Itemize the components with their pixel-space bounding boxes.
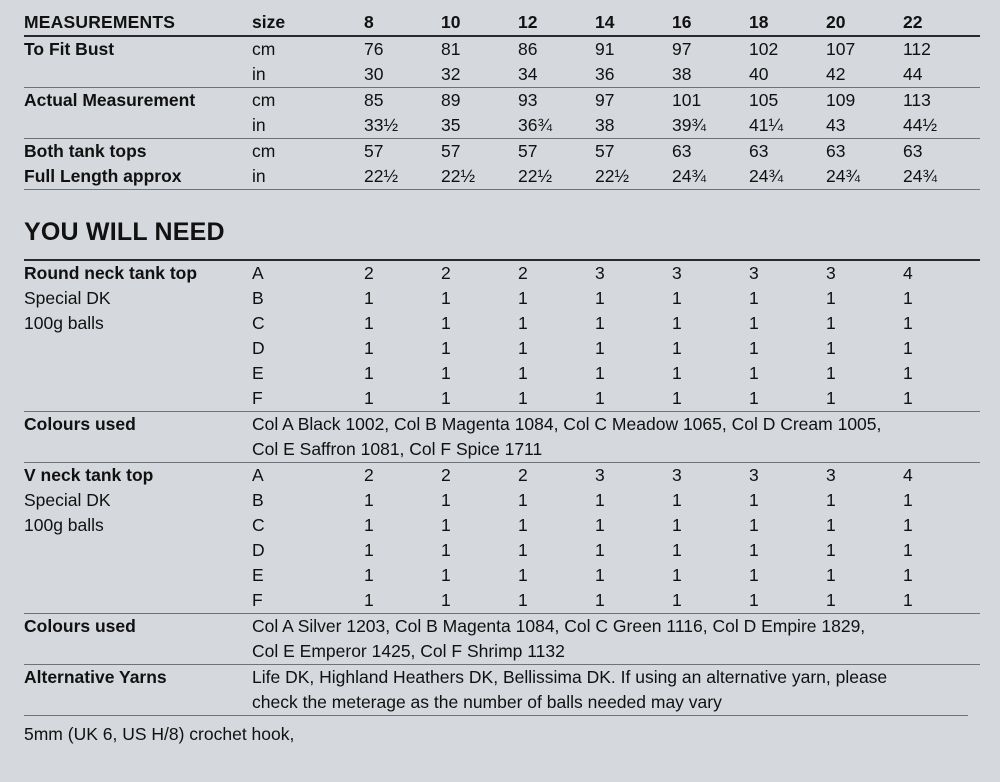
colours-label: [24, 639, 252, 665]
table-row: [24, 62, 980, 88]
cell: 44: [903, 64, 923, 84]
cell: 1: [441, 565, 451, 585]
cell: 1: [441, 490, 451, 510]
cell: 1: [441, 515, 451, 535]
cell: 86: [518, 36, 595, 62]
measurements-title: MEASUREMENTS: [24, 12, 176, 32]
cell: 1: [749, 540, 759, 560]
cell: 44½: [903, 115, 938, 135]
colours-text-line: Col E Saffron 1081, Col F Spice 1711: [252, 439, 543, 459]
cell: 38: [672, 64, 692, 84]
table-row: [24, 386, 980, 412]
block-label: V neck tank top: [24, 463, 252, 489]
block-label: [24, 386, 252, 412]
yarn-letter: F: [252, 388, 263, 408]
table-row: [24, 588, 980, 614]
cell: 43: [826, 115, 846, 135]
cell: 1: [826, 388, 836, 408]
colours-row: [24, 639, 980, 665]
cell: 1: [903, 288, 913, 308]
table-row: [24, 88, 980, 114]
cell: 2: [441, 260, 518, 286]
cell: 1: [595, 490, 605, 510]
cell: 1: [518, 288, 528, 308]
block-label: 100g balls: [24, 313, 104, 333]
cell: 1: [672, 338, 682, 358]
cell: 1: [595, 388, 605, 408]
cell: 102: [749, 36, 826, 62]
block-label: Round neck tank top: [24, 260, 252, 286]
cell: 81: [441, 36, 518, 62]
colours-row: [24, 614, 980, 640]
cell: 1: [672, 590, 682, 610]
alternative-yarns-label: Alternative Yarns: [24, 665, 252, 691]
cell: 1: [672, 288, 682, 308]
yarn-letter: A: [252, 463, 364, 489]
cell: 1: [595, 288, 605, 308]
cell: 1: [518, 388, 528, 408]
cell: 2: [518, 260, 595, 286]
size-col-22: 22: [903, 12, 923, 32]
colours-label: Colours used: [24, 412, 252, 438]
cell: 1: [749, 313, 759, 333]
block-label: [24, 538, 252, 563]
cell: 1: [441, 313, 451, 333]
cell: 85: [364, 88, 441, 114]
cell: 1: [595, 590, 605, 610]
cell: 36¾: [518, 115, 553, 135]
cell: 1: [672, 363, 682, 383]
alternative-yarns-text-line: Life DK, Highland Heathers DK, Bellissima DK. If using an alternative yarn, please: [252, 665, 980, 691]
cell: 1: [441, 363, 451, 383]
cell: 1: [749, 490, 759, 510]
table-row: [24, 463, 980, 489]
cell: 97: [595, 88, 672, 114]
table-row: [24, 488, 980, 513]
cell: 22½: [595, 166, 630, 186]
cell: 33½: [364, 115, 399, 135]
cell: 39¾: [672, 115, 707, 135]
cell: 1: [441, 288, 451, 308]
cell: 63: [903, 139, 980, 165]
you-will-need-title: YOU WILL NEED: [24, 218, 225, 246]
cell: 1: [441, 338, 451, 358]
cell: 89: [441, 88, 518, 114]
cell: 1: [364, 590, 374, 610]
cell: 1: [364, 540, 374, 560]
cell: 1: [364, 515, 374, 535]
cell: 24¾: [749, 166, 784, 186]
cell: 1: [518, 515, 528, 535]
row-unit: in: [252, 115, 266, 135]
cell: 40: [749, 64, 769, 84]
cell: 1: [903, 388, 913, 408]
cell: 24¾: [672, 166, 707, 186]
size-label: size: [252, 12, 286, 32]
yarn-letter: B: [252, 490, 264, 510]
cell: 1: [826, 565, 836, 585]
table-row: [24, 164, 980, 190]
cell: 1: [595, 313, 605, 333]
cell: 2: [441, 463, 518, 489]
row-unit: cm: [252, 139, 364, 165]
cell: 1: [903, 338, 913, 358]
alternative-yarns-row: [24, 690, 980, 715]
cell: 1: [826, 515, 836, 535]
cell: 3: [826, 260, 903, 286]
cell: 101: [672, 88, 749, 114]
row-unit: in: [252, 166, 266, 186]
cell: 113: [903, 88, 980, 114]
you-will-need-table: [24, 259, 980, 715]
cell: 36: [595, 64, 615, 84]
cell: 1: [749, 590, 759, 610]
colours-row: [24, 412, 980, 438]
measurements-bottom-rule: [24, 190, 980, 193]
cell: 1: [595, 515, 605, 535]
cell: 1: [749, 363, 759, 383]
cell: 1: [903, 590, 913, 610]
cell: 42: [826, 64, 846, 84]
cell: 1: [903, 363, 913, 383]
row-label: Both tank tops: [24, 139, 252, 165]
cell: 1: [672, 565, 682, 585]
cell: 1: [595, 363, 605, 383]
colours-label: Colours used: [24, 614, 252, 640]
cell: 34: [518, 64, 538, 84]
cell: 1: [364, 338, 374, 358]
cell: 22½: [441, 166, 476, 186]
cell: 1: [903, 313, 913, 333]
cell: 2: [364, 260, 441, 286]
cell: 35: [441, 115, 461, 135]
yarn-letter: E: [252, 565, 264, 585]
cell: 1: [903, 565, 913, 585]
colours-text-line: Col E Emperor 1425, Col F Shrimp 1132: [252, 641, 565, 661]
table-row: [24, 260, 980, 286]
block-label: [24, 588, 252, 614]
cell: 1: [826, 288, 836, 308]
cell: 1: [595, 565, 605, 585]
cell: 63: [826, 139, 903, 165]
size-col-10: 10: [441, 12, 461, 32]
row-label: Actual Measurement: [24, 88, 252, 114]
cell: 91: [595, 36, 672, 62]
cell: 105: [749, 88, 826, 114]
cell: 1: [364, 565, 374, 585]
cell: 24¾: [903, 166, 938, 186]
block-label: Special DK: [24, 288, 111, 308]
row-label: [24, 62, 252, 88]
cell: 76: [364, 36, 441, 62]
yarn-letter: D: [252, 540, 265, 560]
size-col-18: 18: [749, 12, 769, 32]
cell: 1: [518, 313, 528, 333]
block-label: Special DK: [24, 490, 111, 510]
cell: 63: [672, 139, 749, 165]
table-row: [24, 36, 980, 62]
yarn-letter: B: [252, 288, 264, 308]
alternative-yarns-label: [24, 690, 252, 715]
size-col-12: 12: [518, 12, 538, 32]
colours-text-line: Col A Black 1002, Col B Magenta 1084, Col C Meadow 1065, Col D Cream 1005,: [252, 412, 980, 438]
cell: 22½: [364, 166, 399, 186]
table-row: [24, 113, 980, 139]
cell: 57: [518, 139, 595, 165]
cell: 1: [672, 540, 682, 560]
cell: 3: [672, 463, 749, 489]
yarn-letter: F: [252, 590, 263, 610]
cell: 1: [749, 388, 759, 408]
cell: 1: [826, 590, 836, 610]
table-row: [24, 538, 980, 563]
cell: 57: [441, 139, 518, 165]
cell: 1: [903, 515, 913, 535]
cell: 3: [826, 463, 903, 489]
cell: 1: [595, 540, 605, 560]
cell: 4: [903, 260, 980, 286]
alternative-yarns-text-line: check the meterage as the number of balls needed may vary: [252, 692, 722, 712]
size-col-8: 8: [364, 12, 374, 32]
cell: 1: [672, 490, 682, 510]
table-row: [24, 513, 980, 538]
cell: 97: [672, 36, 749, 62]
block-label: 100g balls: [24, 515, 104, 535]
size-col-16: 16: [672, 12, 692, 32]
cell: 57: [595, 139, 672, 165]
cell: 1: [441, 540, 451, 560]
cell: 1: [672, 313, 682, 333]
cell: 107: [826, 36, 903, 62]
row-unit: in: [252, 64, 266, 84]
table-row: [24, 336, 980, 361]
cell: 2: [518, 463, 595, 489]
cell: 63: [749, 139, 826, 165]
row-label: [24, 113, 252, 139]
size-col-20: 20: [826, 12, 846, 32]
colours-row: [24, 437, 980, 463]
cell: 93: [518, 88, 595, 114]
cell: 1: [749, 288, 759, 308]
cell: 1: [826, 540, 836, 560]
block-label: [24, 336, 252, 361]
yarn-letter: A: [252, 260, 364, 286]
table-row: [24, 286, 980, 311]
yarn-letter: C: [252, 313, 265, 333]
yarn-letter: D: [252, 338, 265, 358]
row-unit: cm: [252, 36, 364, 62]
cell: 1: [364, 288, 374, 308]
cell: 109: [826, 88, 903, 114]
cell: 4: [903, 463, 980, 489]
cell: 1: [518, 363, 528, 383]
cell: 3: [672, 260, 749, 286]
row-label: To Fit Bust: [24, 36, 252, 62]
cell: 3: [749, 463, 826, 489]
size-col-14: 14: [595, 12, 615, 32]
cell: 3: [595, 260, 672, 286]
cell: 1: [364, 490, 374, 510]
cell: 1: [826, 363, 836, 383]
table-row: [24, 311, 980, 336]
cell: 22½: [518, 166, 553, 186]
cell: 1: [441, 590, 451, 610]
cell: 112: [903, 36, 980, 62]
cell: 1: [749, 338, 759, 358]
block-label: [24, 361, 252, 386]
cell: 3: [749, 260, 826, 286]
cell: 1: [672, 388, 682, 408]
cell: 1: [364, 363, 374, 383]
colours-text-line: Col A Silver 1203, Col B Magenta 1084, Col C Green 1116, Col D Empire 1829,: [252, 614, 980, 640]
cell: 32: [441, 64, 461, 84]
cell: 2: [364, 463, 441, 489]
cell: 1: [364, 313, 374, 333]
cell: 1: [518, 590, 528, 610]
cell: 1: [518, 338, 528, 358]
table-row: [24, 139, 980, 165]
cell: 1: [826, 338, 836, 358]
cell: 3: [595, 463, 672, 489]
cell: 57: [364, 139, 441, 165]
cell: 24¾: [826, 166, 861, 186]
colours-label: [24, 437, 252, 463]
cell: 1: [903, 490, 913, 510]
row-label-secondary: Full Length approx: [24, 166, 182, 186]
row-unit: cm: [252, 88, 364, 114]
hook-note: 5mm (UK 6, US H/8) crochet hook,: [24, 715, 968, 747]
cell: 1: [364, 388, 374, 408]
yarn-letter: E: [252, 363, 264, 383]
cell: 1: [749, 515, 759, 535]
measurements-table: [24, 10, 980, 192]
table-row: [24, 563, 980, 588]
measurements-header-row: [24, 10, 980, 36]
cell: 1: [518, 540, 528, 560]
cell: 1: [749, 565, 759, 585]
cell: 30: [364, 64, 384, 84]
cell: 38: [595, 115, 615, 135]
cell: 1: [518, 565, 528, 585]
block-label: [24, 563, 252, 588]
alternative-yarns-row: [24, 665, 980, 691]
cell: 1: [441, 388, 451, 408]
table-row: [24, 361, 980, 386]
yarn-letter: C: [252, 515, 265, 535]
cell: 1: [826, 313, 836, 333]
cell: 1: [903, 540, 913, 560]
cell: 41¼: [749, 115, 784, 135]
cell: 1: [518, 490, 528, 510]
cell: 1: [595, 338, 605, 358]
cell: 1: [826, 490, 836, 510]
cell: 1: [672, 515, 682, 535]
